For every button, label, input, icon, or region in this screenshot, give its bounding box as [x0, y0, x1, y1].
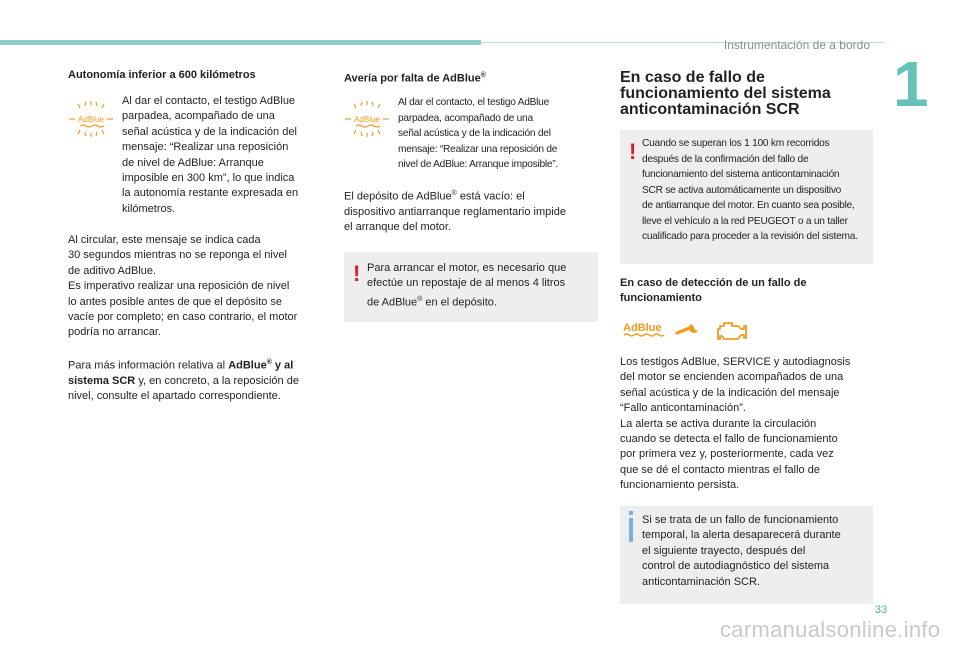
text-line: de antiarranque del motor. En cuanto sea posible, — [642, 200, 855, 211]
svg-text:AdBlue: AdBlue — [354, 115, 380, 124]
heading-line: En caso de detección de un fallo de — [620, 277, 807, 289]
text-line: Cuando se superan los 1 100 km recorridos — [642, 138, 830, 149]
svg-text:AdBlue: AdBlue — [78, 115, 104, 124]
text-line — [344, 186, 604, 205]
text-run-bold: y al — [271, 359, 294, 372]
info-note-text — [642, 513, 872, 590]
text-line: Al dar el contacto, el testigo AdBlue — [122, 95, 296, 107]
text-line: señal acústica y de la indicación del mensaje — [620, 386, 840, 399]
registered-mark: ® — [451, 190, 457, 197]
text-line: dispositivo antiarranque reglamentario impide — [344, 206, 566, 219]
text-line — [367, 292, 595, 311]
text-run: está vacío: el — [456, 190, 525, 203]
text-line: del motor se encienden acompañados de una — [620, 371, 844, 384]
engine-diagnosis-icon — [714, 318, 748, 342]
text-line: cualificado para proceder a la revisión del sistema. — [642, 231, 858, 242]
col1-paragraph — [68, 233, 328, 341]
warning-exclamation-icon: ! — [353, 261, 361, 286]
col2-icon-text — [398, 95, 598, 173]
service-wrench-icon — [674, 320, 704, 340]
text-line: parpadea, acompañado de una — [398, 112, 533, 124]
adblue-lamp-icon — [622, 319, 668, 339]
text-line: mensaje: “Realizar una reposición de — [398, 143, 558, 155]
title-line: En caso de fallo de — [620, 69, 765, 86]
heading-line: funcionamiento — [620, 292, 702, 304]
text-line: SCR se activa automáticamente un dispositivo — [642, 184, 842, 196]
text-run: Para más información relativa al — [68, 359, 229, 372]
text-run-bold: sistema SCR — [68, 375, 136, 388]
text-line: Al circular, este mensaje se indica cada — [68, 234, 261, 246]
sub-heading — [620, 276, 880, 306]
text-line: la autonomía restante expresada en — [122, 187, 299, 200]
text-line: lo antes posible antes de que el depósito se — [68, 295, 283, 308]
text-line: nivel de AdBlue: Arranque imposible”. — [398, 159, 559, 170]
title-line: anticontaminación SCR — [620, 101, 800, 118]
text-line — [68, 374, 328, 389]
text-line: control de autodiagnóstico del sistema — [642, 560, 830, 573]
svg-text:AdBlue: AdBlue — [623, 322, 662, 334]
text-line: temporal, la alerta desaparecerá durante — [642, 529, 841, 542]
warning-note-text — [367, 261, 595, 311]
text-line: Es imperativo realizar una reposición de nivel — [68, 280, 290, 293]
text-run: El depósito de AdBlue — [344, 190, 452, 203]
text-line: funcionamiento persista. — [620, 479, 740, 492]
text-line: señal acústica y de la indicación del — [398, 128, 551, 139]
text-line: imposible en 300 km”, lo que indica — [122, 172, 295, 185]
text-line: de nivel de AdBlue: Arranque — [122, 156, 264, 169]
info-icon — [629, 518, 633, 542]
warning-exclamation-icon: ! — [629, 139, 637, 164]
text-line: Si se trata de un fallo de funcionamiento — [642, 514, 839, 526]
text-line — [68, 355, 328, 374]
registered-mark: ® — [417, 295, 423, 303]
text-line: el arranque del motor. — [344, 221, 452, 234]
text-run: en el depósito. — [422, 296, 497, 309]
watermark: carmanualsonline.info — [720, 617, 941, 642]
header-accent-bar — [0, 40, 481, 45]
text-line: efectúe un repostaje de al menos 4 litros — [367, 277, 566, 290]
text-line: el siguiente trayecto, después del — [642, 544, 806, 557]
col2-heading — [344, 68, 486, 87]
text-line: cuando se detecta el fallo de funcionamiento — [620, 433, 838, 446]
text-line: vacíe por completo; en caso contrario, el motor — [68, 311, 298, 324]
text-line: Para arrancar el motor, es necesario que — [367, 262, 567, 274]
text-line: Los testigos AdBlue, SERVICE y autodiagnosis — [620, 356, 851, 368]
text-line: nivel, consulte el apartado correspondiente. — [68, 390, 281, 403]
text-line: kilómetros. — [122, 202, 176, 215]
text-line: 30 segundos mientras no se reponga el nivel — [68, 249, 287, 262]
text-line: podría no arrancar. — [68, 326, 161, 339]
heading-text: Avería por falta de AdBlue — [344, 72, 481, 85]
text-line: parpadea, acompañado de una — [122, 110, 275, 123]
page-section-title: Instrumentación de a bordo — [723, 38, 870, 52]
registered-mark: ® — [266, 359, 272, 366]
text-line: “Fallo anticontaminación”. — [620, 402, 746, 415]
text-line: funcionamiento del sistema anticontaminación — [642, 169, 840, 180]
text-line: mensaje: “Realizar una reposición — [122, 141, 289, 154]
text-line: anticontaminación SCR. — [642, 575, 761, 588]
col1-reference-paragraph — [68, 355, 328, 405]
col2-paragraph — [344, 186, 604, 236]
info-note — [620, 506, 873, 604]
adblue-warning-icon — [68, 101, 114, 137]
text-line: lleve el vehículo a la red PEUGEOT o a un taller — [642, 215, 848, 227]
text-line: después de la confirmación del fallo de — [642, 153, 809, 165]
text-line: Al dar el contacto, el testigo AdBlue — [398, 97, 550, 108]
text-line: que se dé el contacto mientras el fallo de — [620, 463, 820, 476]
col1-icon-text — [122, 94, 322, 217]
text-run: de AdBlue — [367, 296, 418, 309]
text-run: y, en concreto, a la reposición de — [135, 375, 299, 388]
text-line: señal acústica y de la indicación del — [122, 125, 297, 138]
col3-paragraph — [620, 355, 880, 494]
text-line: La alerta se activa durante la circulación — [620, 417, 817, 430]
warning-note — [620, 130, 873, 264]
adblue-warning-icon — [344, 101, 390, 137]
section-title — [620, 70, 880, 118]
warning-note-text — [642, 136, 874, 245]
registered-mark: ® — [480, 72, 486, 79]
title-line: funcionamiento del sistema — [620, 85, 831, 102]
chapter-number: 1 — [893, 48, 929, 120]
page-number: 33 — [875, 604, 888, 616]
warning-note — [344, 252, 598, 322]
text-line: de aditivo AdBlue. — [68, 264, 157, 277]
text-run-bold: AdBlue — [228, 359, 267, 372]
col1-heading: Autonomía inferior a 600 kilómetros — [68, 69, 256, 81]
text-line: por primera vez y, posteriormente, cada vez — [620, 448, 834, 461]
